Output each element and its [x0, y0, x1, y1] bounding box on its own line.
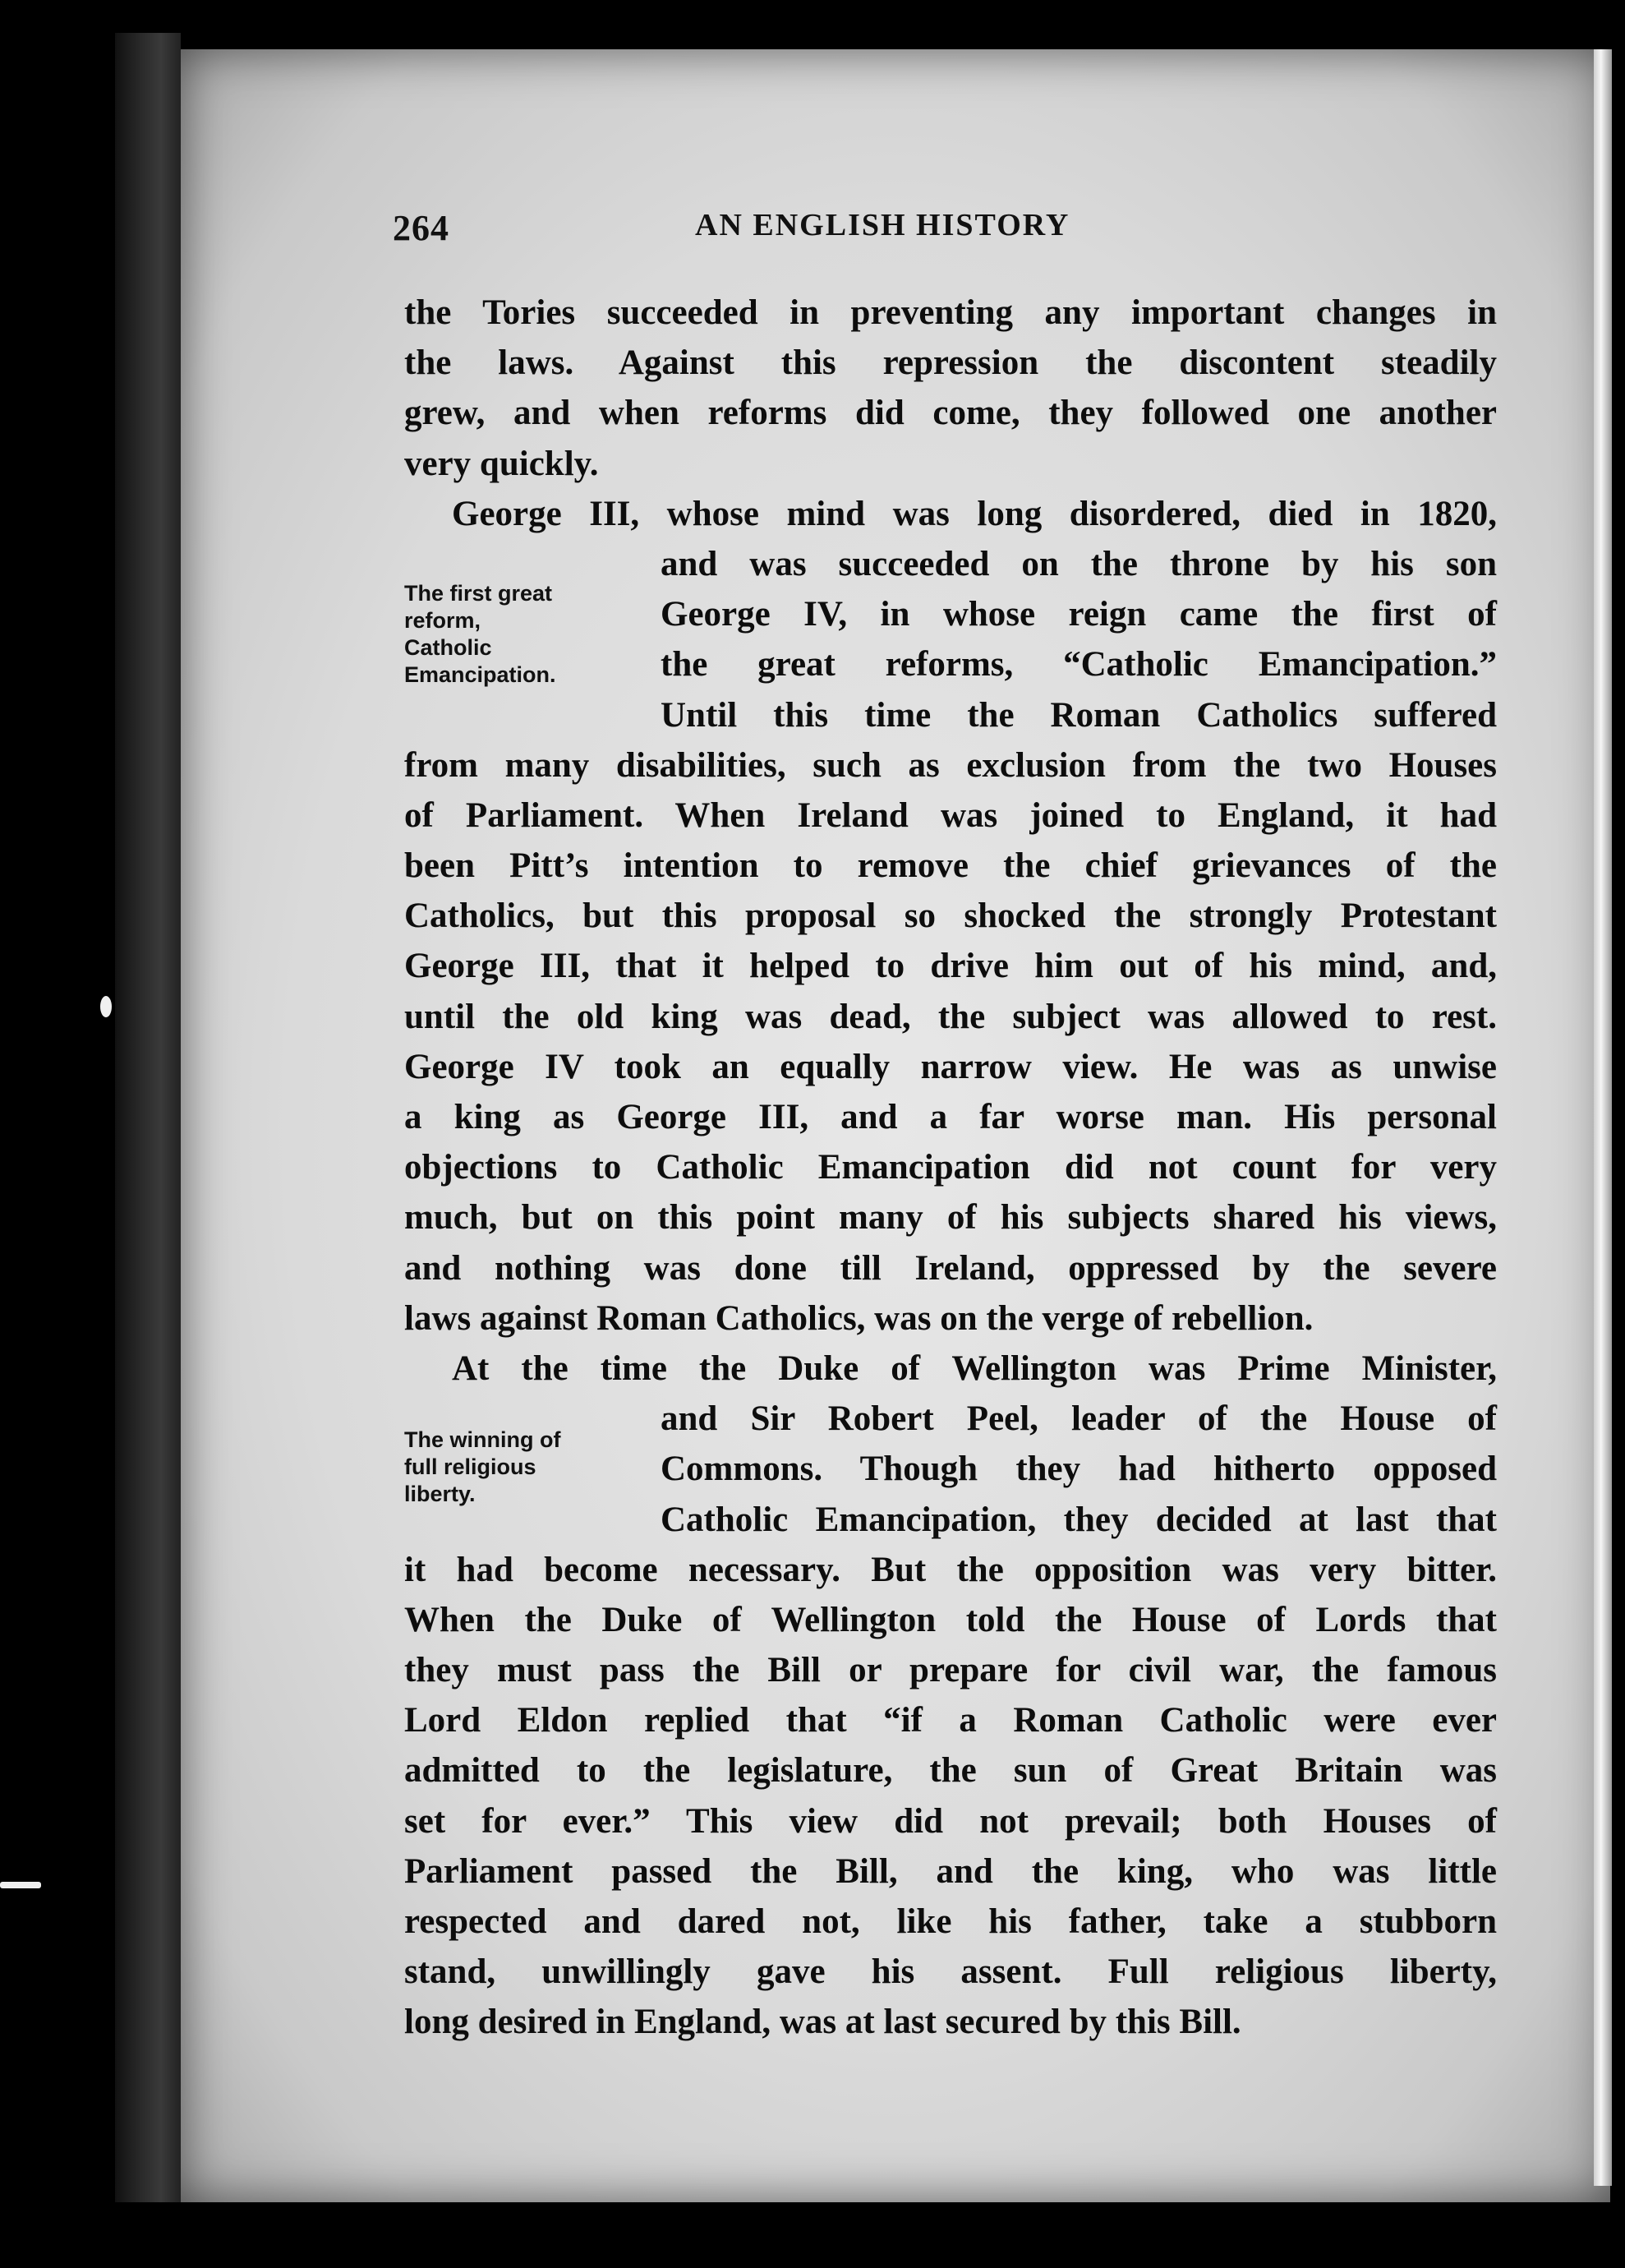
page-number: 264	[393, 208, 449, 248]
text-line: the laws. Against this repression the discontent steadily	[404, 343, 1497, 383]
text-line: set for ever.” This view did not prevail; both Houses of	[404, 1801, 1497, 1841]
text-line: and was succeeded on the throne by his son	[661, 544, 1497, 583]
text-line: much, but on this point many of his subjects shared his views,	[404, 1198, 1497, 1238]
text-line: George III, that it helped to drive him out of his mind, and,	[404, 947, 1497, 986]
text-line: laws against Roman Catholics, was on the verge of rebellion.	[404, 1298, 1314, 1338]
text-line: grew, and when reforms did come, they followed one another	[404, 394, 1497, 433]
text-line: At the time the Duke of Wellington was Prime Minister,	[452, 1348, 1497, 1388]
text-line: respected and dared not, like his father, take a stubborn	[404, 1902, 1497, 1941]
text-line: the great reforms, “Catholic Emancipation.”	[661, 645, 1497, 685]
scan-speck	[0, 1882, 41, 1888]
running-title: AN ENGLISH HISTORY	[695, 208, 1070, 242]
text-line: George IV, in whose reign came the first of	[661, 595, 1497, 634]
text-line: the Tories succeeded in preventing any important changes in	[404, 293, 1497, 332]
side-note-line: full religious	[404, 1454, 536, 1479]
text-line: of Parliament. When Ireland was joined to England, it had	[404, 795, 1497, 835]
text-line: Lord Eldon replied that “if a Roman Catholic were ever	[404, 1701, 1497, 1740]
text-line: long desired in England, was at last secured by this Bill.	[404, 2003, 1241, 2042]
side-note-line: The first great	[404, 581, 553, 606]
text-line: from many disabilities, such as exclusion from the two Houses	[404, 745, 1497, 785]
text-line: George III, whose mind was long disordered, died in 1820,	[452, 494, 1497, 533]
text-line: Catholic Emancipation, they decided at last that	[661, 1500, 1497, 1539]
text-line: Until this time the Roman Catholics suffered	[661, 695, 1497, 735]
side-note-line: Catholic	[404, 635, 492, 660]
running-header	[393, 207, 1214, 256]
body-text	[404, 288, 1497, 2048]
text-line: George IV took an equally narrow view. He was as unwise	[404, 1047, 1497, 1086]
text-line: until the old king was dead, the subject was allowed to rest.	[404, 997, 1497, 1036]
text-line: Commons. Though they had hitherto opposed	[661, 1450, 1497, 1489]
text-line: it had become necessary. But the opposition was very bitter.	[404, 1550, 1497, 1589]
side-note-line: reform,	[404, 608, 481, 633]
text-line: and nothing was done till Ireland, oppressed by the severe	[404, 1248, 1497, 1288]
text-line: When the Duke of Wellington told the House of Lords that	[404, 1600, 1497, 1639]
page-edge	[1594, 49, 1612, 2186]
side-note-line: Emancipation.	[404, 662, 556, 687]
book-spine	[115, 33, 181, 2202]
scan-speck	[100, 996, 112, 1017]
text-line: a king as George III, and a far worse man. His personal	[404, 1098, 1497, 1136]
text-line: stand, unwillingly gave his assent. Full religious liberty,	[404, 1952, 1497, 1992]
text-line: admitted to the legislature, the sun of Great Britain was	[404, 1751, 1497, 1791]
text-line: been Pitt’s intention to remove the chief grievances of the	[404, 846, 1497, 886]
text-line: objections to Catholic Emancipation did not count for very	[404, 1148, 1497, 1187]
side-note-line: liberty.	[404, 1482, 476, 1506]
text-line: they must pass the Bill or prepare for civil war, the famous	[404, 1651, 1497, 1690]
text-line: Parliament passed the Bill, and the king, who was little	[404, 1851, 1497, 1891]
text-line: very quickly.	[404, 444, 599, 483]
text-line: and Sir Robert Peel, leader of the House of	[661, 1399, 1497, 1439]
side-note-line: The winning of	[404, 1427, 561, 1452]
text-line: Catholics, but this proposal so shocked the strongly Protestant	[404, 897, 1497, 936]
